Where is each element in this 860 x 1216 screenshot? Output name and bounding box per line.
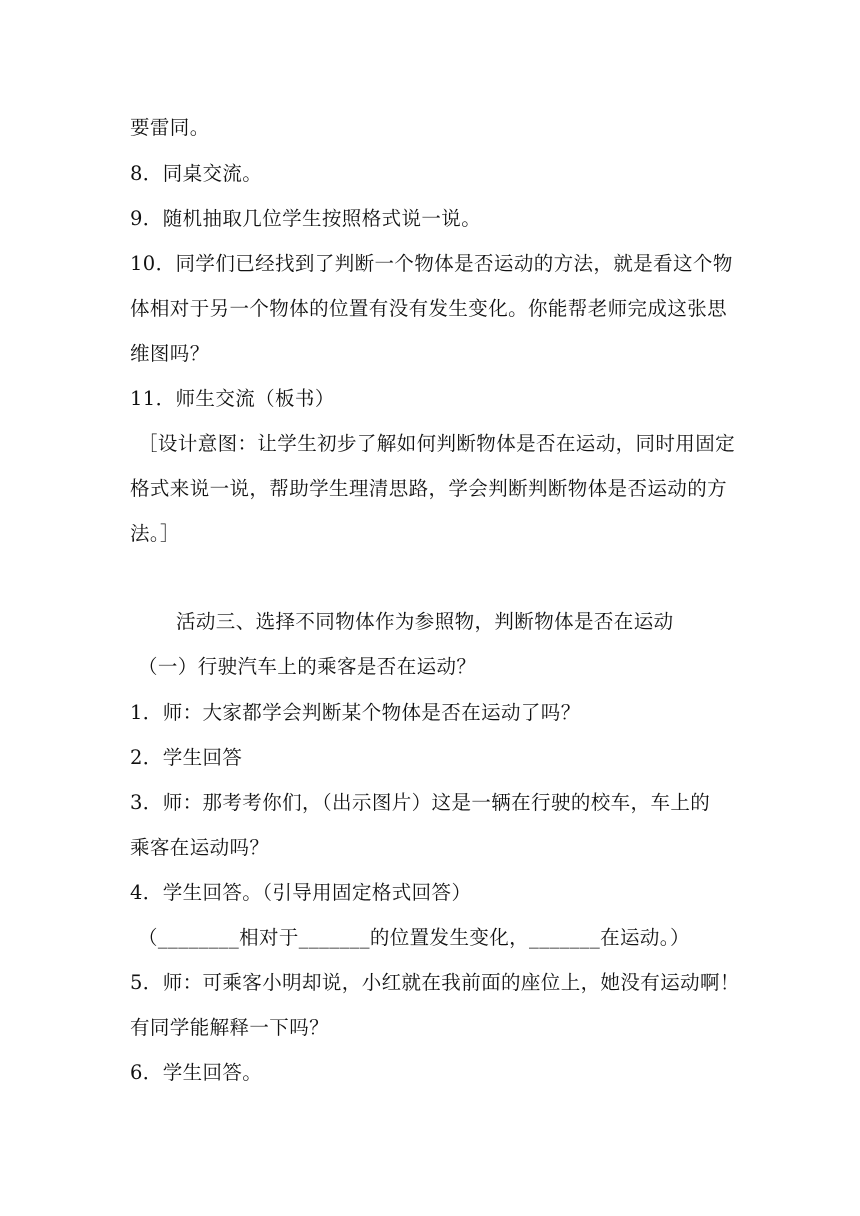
text-line: 4．学生回答。（引导用固定格式回答） xyxy=(130,881,472,904)
text-line: 2．学生回答 xyxy=(130,746,243,769)
subsection-heading: （一）行驶汽车上的乘客是否在运动？ xyxy=(138,655,477,678)
text-line: 5．师：可乘客小明却说，小红就在我前面的座位上，她没有运动啊！ xyxy=(130,971,740,994)
design-intent-note: ［设计意图：让学生初步了解如何判断物体是否在运动，同时用固定 xyxy=(138,432,736,455)
design-intent-note: 法。］ xyxy=(130,522,180,545)
text-line: 3．师：那考考你们，（出示图片）这是一辆在行驶的校车，车上的 xyxy=(130,791,711,814)
section-heading: 活动三、选择不同物体作为参照物，判断物体是否在运动 xyxy=(176,610,674,633)
text-line: 6．学生回答。 xyxy=(130,1061,263,1084)
text-line: 有同学能解释一下吗？ xyxy=(130,1016,330,1039)
text-line: 11．师生交流（板书） xyxy=(130,387,335,410)
design-intent-note: 格式来说一说，帮助学生理清思路，学会判断判断物体是否运动的方 xyxy=(130,477,728,500)
text-line: 1．师：大家都学会判断某个物体是否在运动了吗？ xyxy=(130,701,581,724)
text-line: 10．同学们已经找到了判断一个物体是否运动的方法，就是看这个物 xyxy=(130,252,733,275)
text-line: 乘客在运动吗？ xyxy=(130,836,270,859)
answer-template: （________相对于_______的位置发生变化，_______在运动。） xyxy=(138,926,690,949)
text-line: 8．同桌交流。 xyxy=(130,162,263,185)
text-line: 要雷同。 xyxy=(130,116,210,139)
text-line: 9．随机抽取几位学生按照格式说一说。 xyxy=(130,207,482,230)
text-line: 维图吗？ xyxy=(130,342,210,365)
text-line: 体相对于另一个物体的位置有没有发生变化。你能帮老师完成这张思 xyxy=(130,297,728,320)
